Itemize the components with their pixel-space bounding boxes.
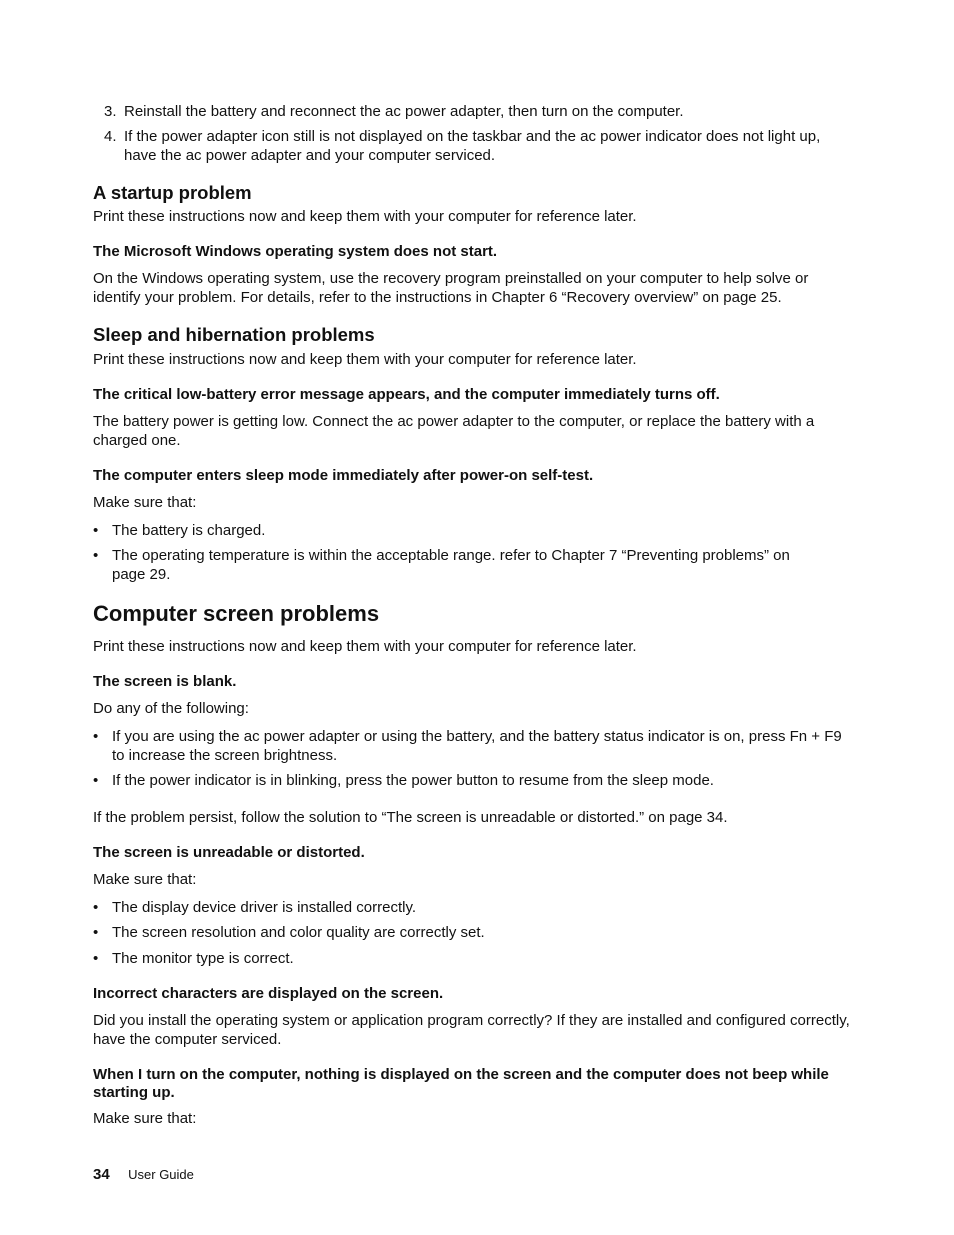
sleep-bullet-1: The battery is charged. bbox=[112, 522, 266, 539]
screen-unreadable-lead: Make sure that: bbox=[93, 871, 197, 888]
screen-unreadable-bullet-2: The screen resolution and color quality are correctly set. bbox=[112, 924, 485, 941]
sleep-low-battery-body: The battery power is getting low. Connect the ac power adapter to the computer, or replace the battery with a charged one. bbox=[93, 413, 815, 449]
step-text-4: If the power adapter icon still is not displayed on the taskbar and the ac power indicator does not light up, have the ac power adapter and your computer serviced. bbox=[124, 128, 821, 164]
bullet-icon: • bbox=[93, 728, 99, 745]
step-number-4: 4. bbox=[104, 128, 117, 145]
sleep-bullet-2: The operating temperature is within the acceptable range. refer to Chapter 7 “Preventing problems” on page 29. bbox=[112, 547, 790, 583]
sleep-make-sure: Make sure that: bbox=[93, 494, 197, 511]
screen-unreadable-bullet-1: The display device driver is installed correctly. bbox=[112, 899, 417, 916]
footer-label: User Guide bbox=[128, 1167, 194, 1182]
bullet-icon: • bbox=[93, 899, 99, 916]
startup-intro: Print these instructions now and keep them with your computer for reference later. bbox=[93, 208, 637, 225]
screen-blank-lead: Do any of the following: bbox=[93, 700, 249, 717]
screen-chars-title: Incorrect characters are displayed on the screen. bbox=[93, 985, 444, 1002]
startup-body: On the Windows operating system, use the recovery program preinstalled on your computer to help solve or identify your problem. For details, refer to the instructions in Chapter 6 “Recovery overview” on page 25. bbox=[93, 270, 809, 306]
startup-heading: A startup problem bbox=[93, 182, 252, 203]
bullet-icon: • bbox=[93, 522, 99, 539]
page-footer bbox=[93, 1166, 194, 1184]
screen-blank-title: The screen is blank. bbox=[93, 673, 237, 690]
screen-blank-bullet-1: If you are using the ac power adapter or using the battery, and the battery status indicator is on, press Fn + F9 to increase the screen brightness. bbox=[112, 728, 842, 764]
sleep-heading: Sleep and hibernation problems bbox=[93, 324, 375, 345]
screen-intro: Print these instructions now and keep them with your computer for reference later. bbox=[93, 638, 637, 655]
sleep-intro: Print these instructions now and keep them with your computer for reference later. bbox=[93, 351, 637, 368]
sleep-subheading-low-battery: The critical low-battery error message appears, and the computer immediately turns off. bbox=[93, 386, 720, 403]
step-text-3: Reinstall the battery and reconnect the ac power adapter, then turn on the computer. bbox=[124, 103, 684, 120]
screen-nothing-lead: Make sure that: bbox=[93, 1110, 197, 1127]
screen-chars-body: Did you install the operating system or application program correctly? If they are installed and configured correctly, have the computer serviced. bbox=[93, 1012, 850, 1048]
screen-heading: Computer screen problems bbox=[93, 601, 380, 626]
screen-blank-followup: If the problem persist, follow the solution to “The screen is unreadable or distorted.” on page 34. bbox=[93, 809, 728, 826]
step-number-3: 3. bbox=[104, 103, 117, 120]
bullet-icon: • bbox=[93, 950, 99, 967]
bullet-icon: • bbox=[93, 924, 99, 941]
startup-subheading: The Microsoft Windows operating system does not start. bbox=[93, 243, 498, 260]
screen-blank-bullet-2: If the power indicator is in blinking, press the power button to resume from the sleep mode. bbox=[112, 772, 714, 789]
screen-unreadable-title: The screen is unreadable or distorted. bbox=[93, 844, 365, 861]
screen-unreadable-bullet-3: The monitor type is correct. bbox=[112, 950, 294, 967]
bullet-icon: • bbox=[93, 772, 99, 789]
page-number: 34 bbox=[93, 1166, 110, 1183]
screen-nothing-title: When I turn on the computer, nothing is displayed on the screen and the computer does not beep while starting up. bbox=[93, 1066, 829, 1101]
sleep-subheading-post: The computer enters sleep mode immediately after power-on self-test. bbox=[93, 467, 594, 484]
bullet-icon: • bbox=[93, 547, 99, 564]
